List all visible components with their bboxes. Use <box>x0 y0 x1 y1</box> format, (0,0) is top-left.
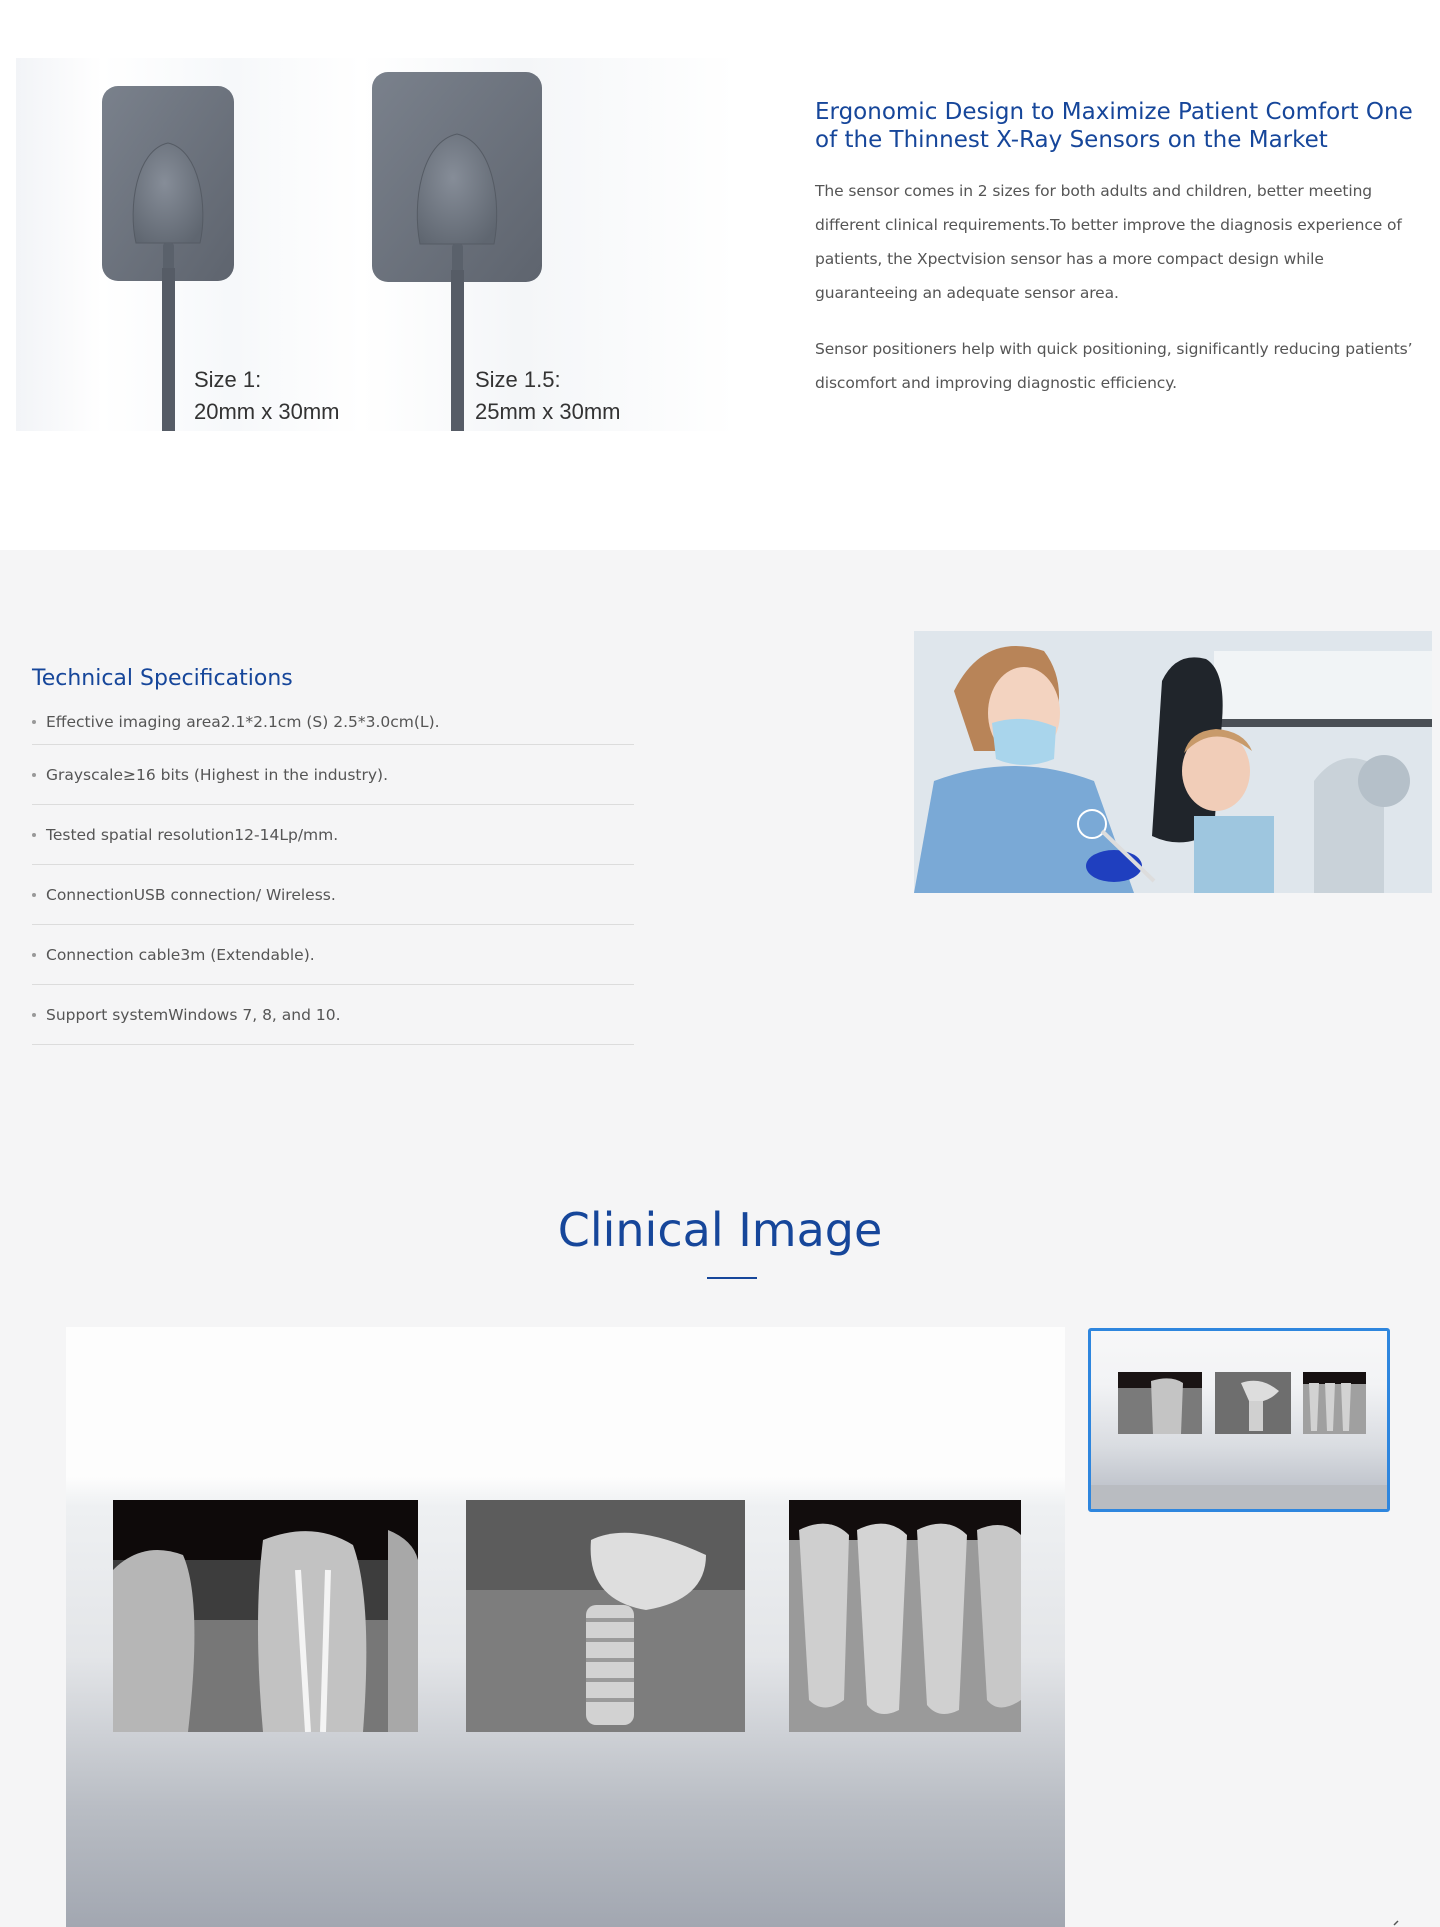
spec-item <box>32 925 634 985</box>
spec-item <box>32 745 634 805</box>
spec-item <box>32 699 634 745</box>
title-underline <box>707 1277 757 1279</box>
size15-name: Size 1.5: <box>475 367 561 392</box>
spec-text: Tested spatial resolution12-14Lp/mm. <box>46 825 339 844</box>
clinical-image-title: Clinical Image <box>557 1203 883 1257</box>
sensor-description <box>815 98 1430 400</box>
spec-item <box>32 865 634 925</box>
next-arrow-icon[interactable] <box>1390 1915 1404 1927</box>
sensor-paragraph-2: Sensor positioners help with quick positioning, significantly reducing patients’ discomfort and improving diagnostic efficiency. <box>815 340 1413 392</box>
bullet-icon <box>32 953 36 957</box>
bullet-icon <box>32 1013 36 1017</box>
spec-text: Support systemWindows 7, 8, and 10. <box>46 1005 341 1024</box>
spec-item <box>32 985 634 1045</box>
thumbnail-bottom-band <box>1091 1485 1387 1509</box>
spec-text: Grayscale≥16 bits (Highest in the industry). <box>46 765 389 784</box>
sensor-sizes-image <box>16 58 736 431</box>
bullet-icon <box>32 720 36 724</box>
specs-title: Technical Specifications <box>32 666 293 691</box>
technical-specifications <box>32 663 634 1045</box>
spec-item <box>32 805 634 865</box>
xray-image-incisors <box>789 1500 1021 1732</box>
xray-incisors-illustration <box>789 1500 1021 1732</box>
specs-and-clinical-section <box>0 550 1440 1927</box>
xray-molar-illustration <box>113 1500 418 1732</box>
bullet-icon <box>32 833 36 837</box>
viewer-top-band <box>66 1327 1065 1476</box>
size1-dimensions: 20mm x 30mm <box>194 399 340 424</box>
dental-scene-illustration <box>914 631 1432 893</box>
bullet-icon <box>32 893 36 897</box>
bullet-icon <box>32 773 36 777</box>
size1-name: Size 1: <box>194 367 262 392</box>
spec-text: ConnectionUSB connection/ Wireless. <box>46 885 336 904</box>
clinical-image-viewer[interactable] <box>66 1327 1065 1927</box>
sensor-paragraph-1: The sensor comes in 2 sizes for both adults and children, better meeting different clinical requirements.To better improve the diagnosis experience of patients, the Xpectvision sensor has a more compact design while guaranteeing an adequate sensor area. <box>815 182 1402 302</box>
sensor-illustration <box>16 58 736 431</box>
xray-image-molar <box>113 1500 418 1732</box>
xray-image-implant <box>466 1500 745 1732</box>
clinical-thumbnail-active[interactable] <box>1088 1328 1390 1512</box>
dentist-with-child-photo <box>914 631 1432 893</box>
sensor-size-section <box>0 0 1440 550</box>
ergonomic-heading: Ergonomic Design to Maximize Patient Comfort One of the Thinnest X-Ray Sensors on the Market <box>815 99 1413 153</box>
size1-label <box>194 364 339 428</box>
thumbnail-preview <box>1091 1331 1387 1509</box>
size15-label <box>475 364 620 428</box>
size15-dimensions: 25mm x 30mm <box>475 399 621 424</box>
spec-text: Connection cable3m (Extendable). <box>46 945 315 964</box>
spec-text: Effective imaging area2.1*2.1cm (S) 2.5*3.0cm(L). <box>46 712 440 731</box>
xray-implant-illustration <box>466 1500 745 1732</box>
